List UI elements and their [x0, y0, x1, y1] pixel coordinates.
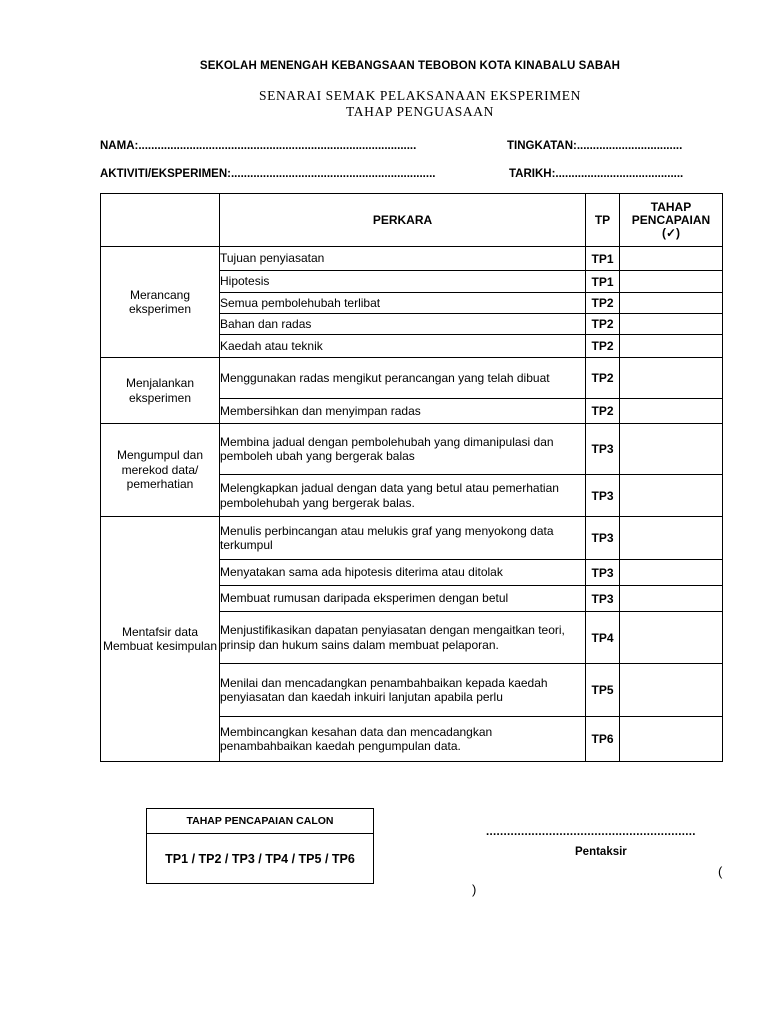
- tahap-pencapaian-calon-box: [146, 808, 374, 884]
- check-cell[interactable]: [620, 586, 723, 612]
- item-text: Kaedah atau teknik: [220, 335, 586, 358]
- check-cell[interactable]: [620, 314, 723, 335]
- item-text: Menjustifikasikan dapatan penyiasatan dengan mengaitkan teori, prinsip dan hukum sains dalam membuat pelaporan.: [220, 612, 586, 664]
- form-title: SENARAI SEMAK PELAKSANAAN EKSPERIMEN: [259, 88, 581, 103]
- tp-level: TP3: [586, 475, 620, 517]
- calon-heading: TAHAP PENCAPAIAN CALON: [147, 809, 373, 834]
- item-text: Membuat rumusan daripada eksperimen dengan betul: [220, 586, 586, 612]
- check-cell[interactable]: [620, 358, 723, 399]
- category-menjalankan: Menjalankan eksperimen: [101, 358, 220, 424]
- tp-level: TP2: [586, 399, 620, 424]
- tp-level: TP2: [586, 335, 620, 358]
- item-text: Menggunakan radas mengikut perancangan yang telah dibuat: [220, 358, 586, 399]
- checklist-table: [100, 193, 723, 762]
- item-text: Membincangkan kesahan data dan mencadangkan penambahbaikan kaedah pengumpulan data.: [220, 717, 586, 762]
- tp-level: TP3: [586, 560, 620, 586]
- nama-field[interactable]: NAMA:.......................................................................................: [100, 140, 417, 152]
- check-cell[interactable]: [620, 717, 723, 762]
- check-cell[interactable]: [620, 664, 723, 717]
- item-text: Menilai dan mencadangkan penambahbaikan kepada kaedah penyiasatan dan kaedah inkuiri lanjutan apabila perlu: [220, 664, 586, 717]
- tp-level: TP1: [586, 271, 620, 293]
- header-tahap-line2: PENCAPAIAN: [631, 212, 711, 227]
- check-cell[interactable]: [620, 293, 723, 314]
- header-blank: [101, 194, 220, 247]
- tingkatan-field[interactable]: TINGKATAN:.................................: [507, 140, 683, 152]
- tp-level: TP6: [586, 717, 620, 762]
- table-row: [101, 424, 723, 475]
- check-cell[interactable]: [620, 517, 723, 560]
- tp-level: TP1: [586, 247, 620, 271]
- check-cell[interactable]: [620, 475, 723, 517]
- tarikh-field[interactable]: TARIKH:........................................: [509, 168, 684, 180]
- paren-open: (: [718, 864, 723, 879]
- category-mengumpul: Mengumpul dan merekod data/ pemerhatian: [101, 424, 220, 517]
- table-row: [101, 517, 723, 560]
- header-perkara: PERKARA: [220, 194, 586, 247]
- tp-level: TP3: [586, 586, 620, 612]
- category-mentafsir: Mentafsir data Membuat kesimpulan: [101, 517, 220, 762]
- check-cell[interactable]: [620, 271, 723, 293]
- table-row: [101, 247, 723, 271]
- item-text: Membina jadual dengan pembolehubah yang dimanipulasi dan pemboleh ubah yang bergerak balas: [220, 424, 586, 475]
- tp-level: TP3: [586, 424, 620, 475]
- tp-level: TP4: [586, 612, 620, 664]
- check-cell[interactable]: [620, 399, 723, 424]
- check-cell[interactable]: [620, 335, 723, 358]
- header-tp: TP: [586, 194, 620, 247]
- header-tahap-pencapaian: [620, 194, 723, 247]
- calon-levels[interactable]: TP1 / TP2 / TP3 / TP4 / TP5 / TP6: [165, 852, 355, 866]
- tp-level: TP3: [586, 517, 620, 560]
- form-subtitle: TAHAP PENGUASAAN: [346, 104, 494, 119]
- tp-level: TP2: [586, 293, 620, 314]
- header-tahap-line3: (✓): [661, 225, 681, 240]
- pentaksir-label: Pentaksir: [575, 846, 627, 858]
- check-cell[interactable]: [620, 612, 723, 664]
- item-text: Tujuan penyiasatan: [220, 247, 586, 271]
- item-text: Bahan dan radas: [220, 314, 586, 335]
- category-merancang: Merancang eksperimen: [101, 247, 220, 358]
- item-text: Menulis perbincangan atau melukis graf yang menyokong data terkumpul: [220, 517, 586, 560]
- tp-level: TP5: [586, 664, 620, 717]
- check-cell[interactable]: [620, 560, 723, 586]
- tp-level: TP2: [586, 358, 620, 399]
- table-header-row: [101, 194, 723, 247]
- signature-line[interactable]: ............................................................: [486, 826, 696, 838]
- item-text: Menyatakan sama ada hipotesis diterima atau ditolak: [220, 560, 586, 586]
- item-text: Melengkapkan jadual dengan data yang betul atau pemerhatian pembolehubah yang bergerak balas.: [220, 475, 586, 517]
- aktiviti-field[interactable]: AKTIVITI/EKSPERIMEN:................................................................: [100, 168, 436, 180]
- header-tahap-line1: TAHAP: [650, 199, 692, 214]
- check-cell[interactable]: [620, 424, 723, 475]
- tp-level: TP2: [586, 314, 620, 335]
- check-cell[interactable]: [620, 247, 723, 271]
- item-text: Hipotesis: [220, 271, 586, 293]
- paren-close: ): [472, 882, 477, 897]
- item-text: Membersihkan dan menyimpan radas: [220, 399, 586, 424]
- table-row: [101, 358, 723, 399]
- item-text: Semua pembolehubah terlibat: [220, 293, 586, 314]
- school-name: SEKOLAH MENENGAH KEBANGSAAN TEBOBON KOTA KINABALU SABAH: [199, 60, 621, 72]
